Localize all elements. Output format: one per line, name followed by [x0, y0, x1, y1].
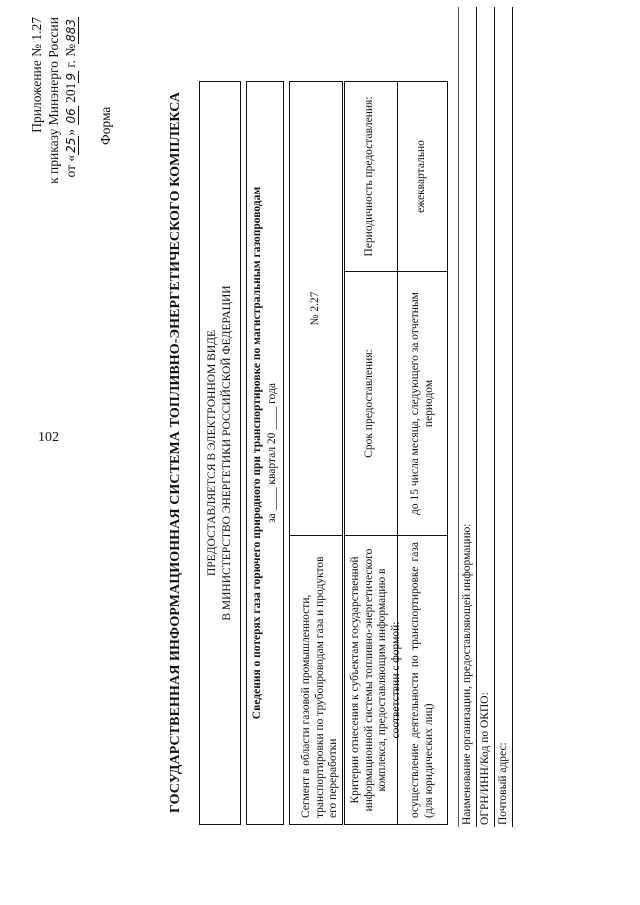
deadline-header: Срок предоставления: — [363, 349, 375, 458]
footer-ogrn: ОГРН/ИНН/Код по ОКПО: — [479, 692, 491, 825]
criteria-header: Критерии отнесения к субъектам государственной информационной системы топливно-энергетического комплекса, предоставляющим информацию в соответствии с формой: — [349, 548, 402, 812]
report-title-box — [246, 81, 284, 825]
appendix-block — [28, 17, 80, 257]
periodicity-value: ежеквартально — [415, 140, 427, 213]
segment-code: № 2.27 — [309, 291, 321, 326]
appendix-line-3 — [62, 17, 80, 257]
appendix-number: 883 — [64, 19, 78, 42]
footer-rule-1 — [476, 7, 477, 827]
report-title-line-2: за ____ квартал 20 ____ года — [266, 383, 278, 524]
footer-org-name: Наименование организации, предоставляющей информацию: — [461, 523, 473, 825]
appendix-year-prefix: 201 — [63, 82, 78, 103]
footer-address: Почтовый адрес: — [497, 742, 509, 825]
appendix-date-quote: » — [63, 128, 78, 136]
segment-text: Сегмент в области газовой промышленности, транспортировки по трубопроводам газа и продуктов его переработки — [300, 556, 339, 818]
appendix-number-label: г. № — [63, 43, 78, 68]
footer-top-rule — [458, 7, 459, 827]
appendix-line-2: к приказу Минэнерго России — [46, 17, 61, 184]
criteria-col-divider-1 — [345, 535, 447, 536]
footer-rule-2 — [494, 7, 495, 827]
footer-rule-3 — [512, 7, 513, 827]
submission-box — [199, 81, 241, 825]
page-number: 102 — [38, 430, 59, 445]
submission-line-2: В МИНИСТЕРСТВО ЭНЕРГЕТИКИ РОССИЙСКОЙ ФЕДЕРАЦИИ — [221, 285, 233, 621]
form-label: Форма — [98, 106, 113, 145]
segment-divider — [290, 535, 342, 536]
appendix-month: 06 — [64, 108, 78, 124]
deadline-value: до 15 числа месяца, следующего за отчетным периодом — [409, 292, 435, 515]
appendix-year-digit: 9 — [64, 72, 78, 81]
main-title: ГОСУДАРСТВЕННАЯ ИНФОРМАЦИОННАЯ СИСТЕМА ТОПЛИВНО-ЭНЕРГЕТИЧЕСКОГО КОМПЛЕКСА — [168, 91, 183, 814]
segment-box — [289, 81, 343, 825]
report-title-line-1: Сведения о потерях газа горючего природного при транспортировке по магистральным газопроводам — [251, 186, 263, 720]
periodicity-header: Периодичность предоставления: — [363, 96, 375, 257]
criteria-value: осуществление деятельности по транспортировке газа (для юридических лиц) — [409, 542, 435, 818]
appendix-line-1: Приложение № 1.27 — [29, 17, 44, 133]
submission-line-1: ПРЕДОСТАВЛЯЕТСЯ В ЭЛЕКТРОННОМ ВИДЕ — [206, 329, 218, 577]
criteria-table — [344, 81, 448, 825]
appendix-day: 25 — [64, 137, 78, 153]
appendix-date-prefix: от « — [63, 154, 78, 178]
